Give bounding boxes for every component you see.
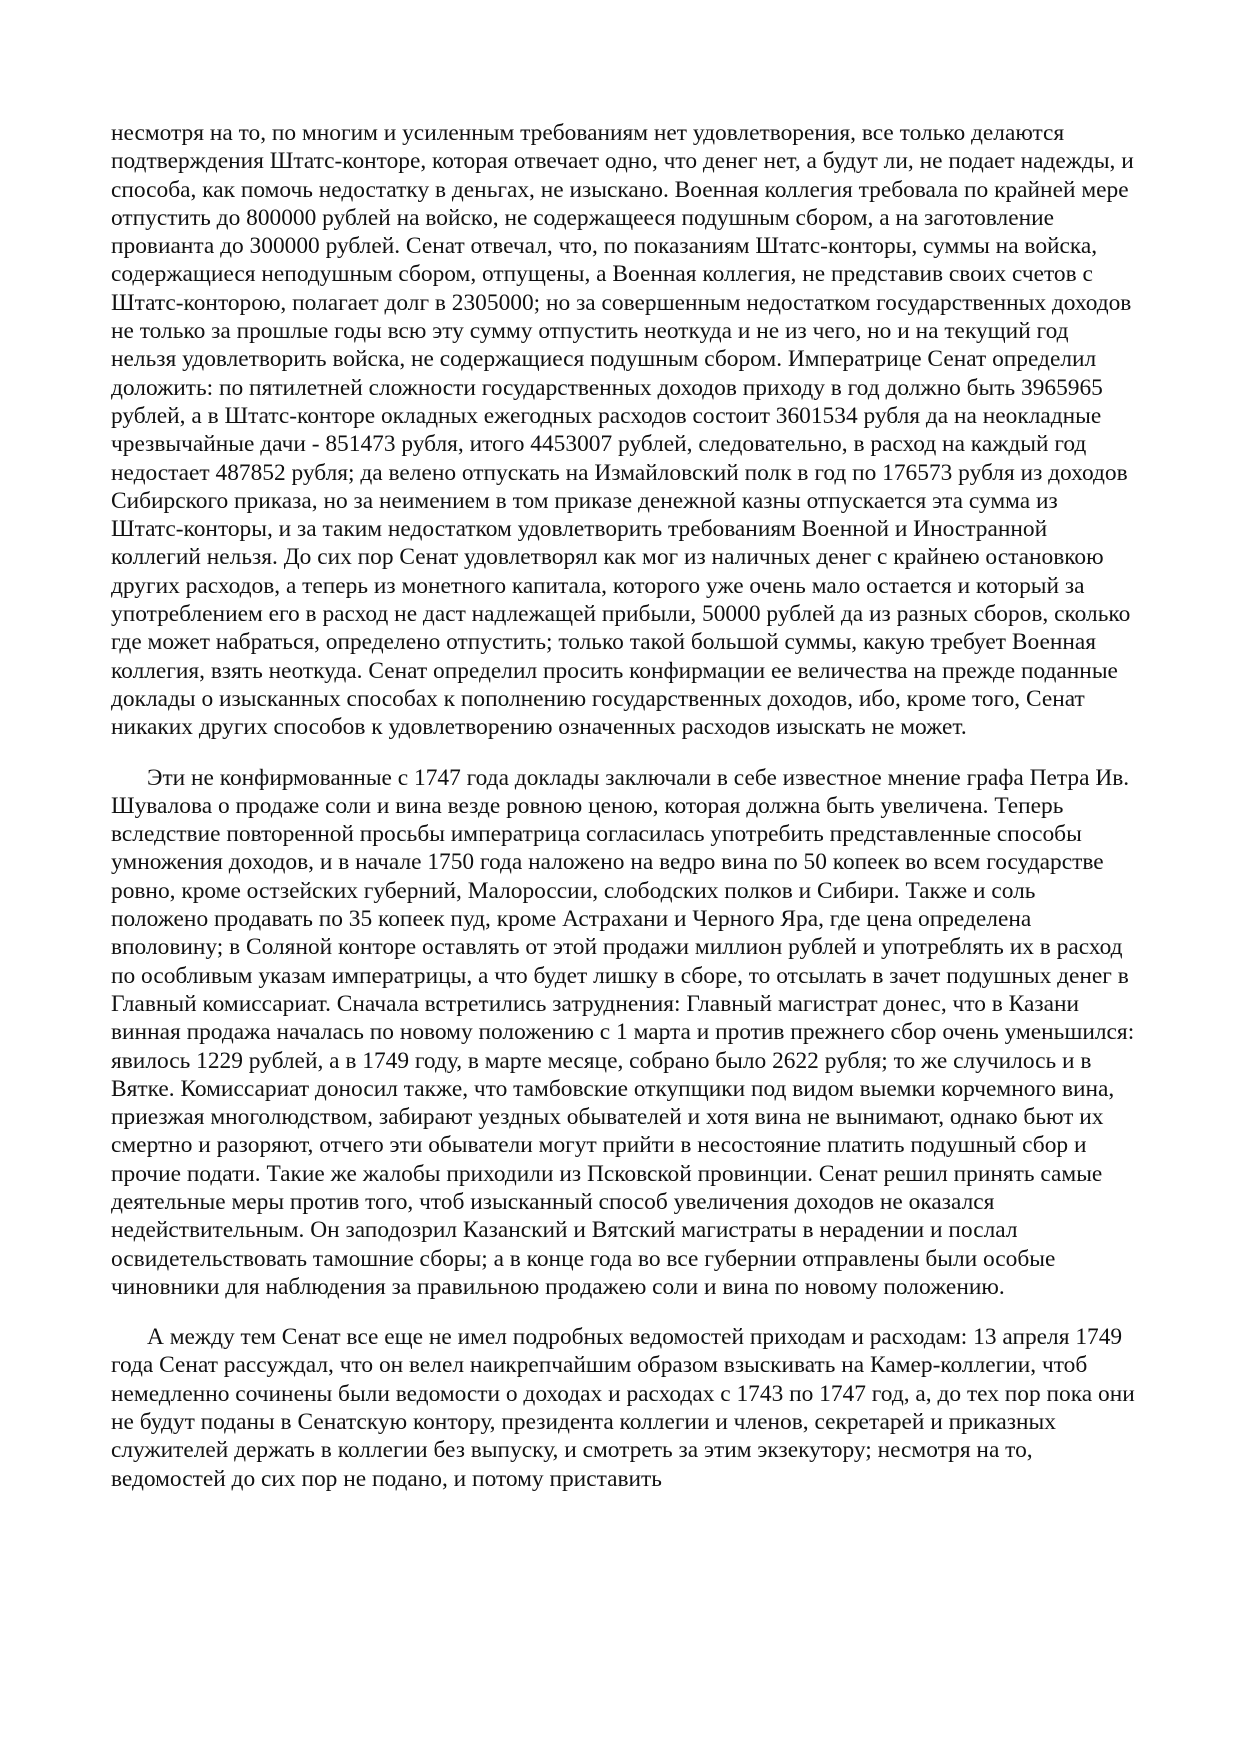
paragraph-2: Эти не конфирмованные с 1747 года доклады заключали в себе известное мнение графа Петра Ив. Шувалова о продаже соли и вина везде ровною ценою, которая должна быть увеличена. Теперь вследствие повторенной просьбы императрица согласилась употребить представленные способы умножения доходов, и в начале 1750 года наложено на ведро вина по 50 копеек во всем государстве ровно, кроме остзейских губерний, Малороссии, слободских полков и Сибири. Также и соль положено продавать по 35 копеек пуд, кроме Астрахани и Черного Яра, где цена определена вполовину; в Соляной конторе оставлять от этой продажи миллион рублей и употреблять их в расход по особливым указам императрицы, а что будет лишку в сборе, то отсылать в зачет подушных денег в Главный комиссариат. Сначала встретились затруднения: Главный магистрат донес, что в Казани винная продажа началась по новому положению с 1 марта и против прежнего сбор очень уменьшился: явилось 1229 рублей, а в 1749 году, в марте месяце, собрано было 2622 рубля; то же случилось и в Вятке. Комиссариат доносил также, что тамбовские откупщики под видом выемки корчемного вина, приезжая многолюдством, забирают уездных обывателей и хотя вина не вынимают, однако бьют их смертно и разоряют, отчего эти обыватели могут прийти в несостояние платить подушный сбор и прочие подати. Такие же жалобы приходили из Псковской провинции. Сенат решил принять самые деятельные меры против того, чтоб изысканный способ увеличения доходов не оказался недействительным. Он заподозрил Казанский и Вятский магистраты в нерадении и послал освидетельствовать тамошние сборы; а в конце года во все губернии отправлены были особые чиновники для наблюдения за правильною продажею соли и вина по новому положению. xyxy=(111,764,1135,1300)
paragraph-3: А между тем Сенат все еще не имел подробных ведомостей приходам и расходам: 13 апреля 1749 года Сенат рассуждал, что он велел наикрепчайшим образом взыскивать на Камер-коллегии, чтоб немедленно сочинены были ведомости о доходах и расходах с 1743 по 1747 год, а, до тех пор пока они не будут поданы в Сенатскую контору, президента коллегии и членов, секретарей и приказных служителей держать в коллегии без выпуску, и смотреть за этим экзекутору; несмотря на то, ведомостей до сих пор не подано, и потому приставить xyxy=(111,1324,1135,1492)
paragraph-1: несмотря на то, по многим и усиленным требованиям нет удовлетворения, все только делаются подтверждения Штатс-конторе, которая отвечает одно, что денег нет, а будут ли, не подает надежды, и способа, как помочь недостатку в деньгах, не изыскано. Военная коллегия требовала по крайней мере отпустить до 800000 рублей на войско, не содержащееся подушным сбором, а на заготовление провианта до 300000 рублей. Сенат отвечал, что, по показаниям Штатс-конторы, суммы на войска, содержащиеся неподушным сбором, отпущены, а Военная коллегия, не представив своих счетов с Штатс-конторою, полагает долг в 2305000; но за совершенным недостатком государственных доходов не только за прошлые годы всю эту сумму отпустить неоткуда и не из чего, но и на текущий год нельзя удовлетворить войска, не содержащиеся подушным сбором. Императрице Сенат определил доложить: по пятилетней сложности государственных доходов приходу в год должно быть 3965965 рублей, а в Штатс-конторе окладных ежегодных расходов состоит 3601534 рубля да на неокладные чрезвычайные дачи - 851473 рубля, итого 4453007 рублей, следовательно, в расход на каждый год недостает 487852 рубля; да велено отпускать на Измайловский полк в год по 176573 рубля из доходов Сибирского приказа, но за неимением в том приказе денежной казны отпускается эта сумма из Штатс-конторы, и за таким недостатком удовлетворить требованиям Военной и Иностранной коллегий нельзя. До сих пор Сенат удовлетворял как мог из наличных денег с крайнею остановкою других расходов, а теперь из монетного капитала, которого уже очень мало остается и который за употреблением его в расход не даст надлежащей прибыли, 50000 рублей да из разных сборов, сколько где может набраться, определено отпустить; только такой большой суммы, какую требует Военная коллегия, взять неоткуда. Сенат определил просить конфирмации ее величества на прежде поданные доклады о изысканных способах к пополнению государственных доходов, ибо, кроме того, Сенат никаких других способов к удовлетворению означенных расходов изыскать не может. xyxy=(111,120,1134,741)
document-body xyxy=(111,119,1136,1493)
